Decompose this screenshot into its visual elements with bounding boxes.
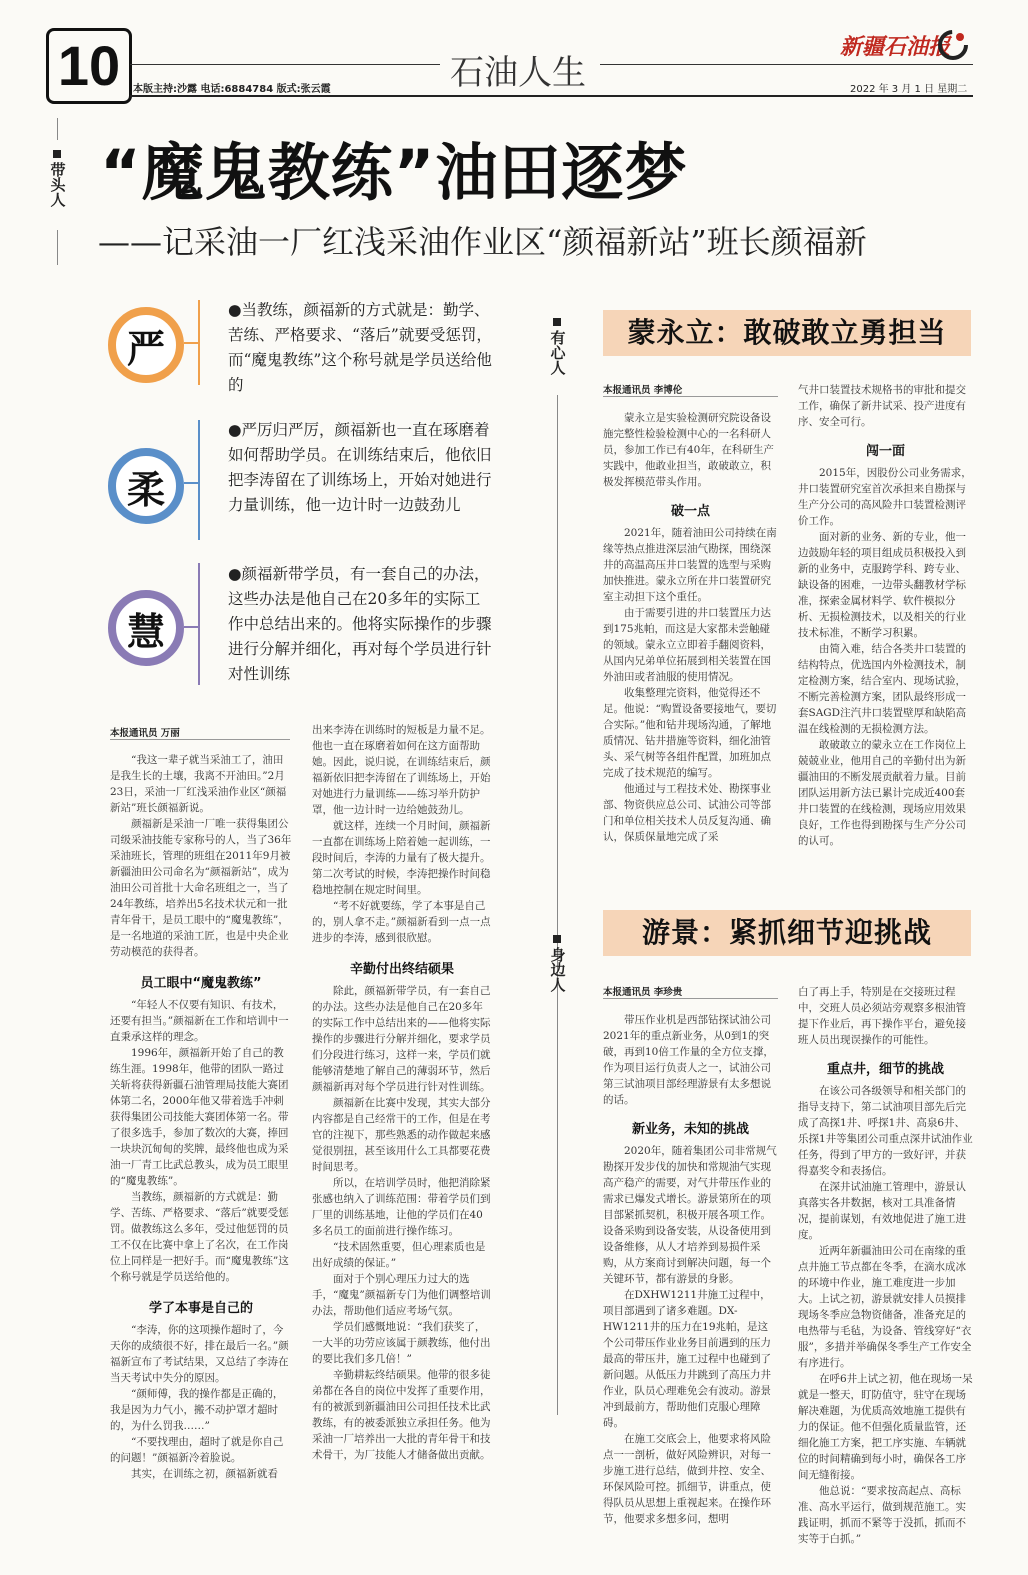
header-rule — [130, 95, 973, 97]
newspaper-masthead: 新疆石油报 — [840, 34, 951, 60]
column-tag-text: 有心人 — [548, 330, 567, 375]
column-tag-story3 — [548, 935, 566, 992]
tag-marker — [553, 318, 561, 326]
highlight-bracket — [198, 563, 200, 685]
paragraph: 当教练，颜福新的方式就是：勤学、苦练、严格要求、“落后”就要受惩罚。做教练这么多年，受过他惩罚的员工不仅在比赛中拿上了名次，在工作岗位上同样是一把好手。而“魔鬼教练”这个称号就是学员送给他的。 — [110, 1191, 289, 1283]
paragraph: 在施工交底会上，他要求将风险点一一剖析，做好风险辨识，对每一步施工进行总结，做到井控、安全、环保风险可控。抓细节，讲重点，使得队员从思想上重视起来。在操作环节，他要求多想多问，想明 — [603, 1433, 771, 1525]
paragraph: 颜福新在比赛中发现，其实大部分内容都是自己经常干的工作，但是在考官的注视下，那些熟悉的动作做起来感觉很别扭，甚至该用什么工具都要花费时间思考。 — [312, 1097, 491, 1173]
tag-line-top — [57, 118, 58, 140]
story2-column-2 — [798, 382, 973, 849]
paragraph: “考不好就要练，学了本事是自己的，别人拿不走。”颜福新看到一点一点进步的李涛，感到很欣慰。 — [312, 900, 491, 944]
highlight-circle-gentle — [108, 448, 184, 524]
header-rule-right — [600, 64, 973, 65]
paragraph: 2020年，随着集团公司非常规气勘探开发步伐的加快和常规油气实现高产稳产的需要，对气井带压作业的需求已爆发式增长。游景第所在的项目部紧抓契机，积极开展各项工作。设备采购到设备安装，从设备使用到设备维修，从人才培养到易损件采购，从方案商讨到解决问题，每一个关键环节，都有游景的身影。 — [603, 1145, 777, 1285]
header-rule-left — [130, 64, 440, 65]
paragraph: 所以，在培训学员时，他把消除紧张感也纳入了训练范围：带着学员们到厂里的训练基地，让他的学员们在40多名员工的面前进行操作练习。 — [312, 1177, 491, 1237]
highlight-bracket — [198, 420, 200, 540]
story3-column-1 — [603, 1012, 778, 1527]
story2-column-1 — [603, 410, 778, 845]
tag-marker — [553, 935, 561, 943]
paragraph: 白了再上手，特别是在交接班过程中，交班人员必须站旁观察多根油管提下作业后，再下操作平台，避免接班人员出现误操作的可能性。 — [798, 986, 966, 1046]
column-tag-text: 身边人 — [548, 947, 567, 992]
highlight-char: 柔 — [126, 466, 165, 512]
column-tag-text: 带头人 — [48, 162, 67, 207]
section-heading: 破一点 — [670, 504, 710, 519]
column-tag-story2 — [548, 318, 566, 375]
paragraph: 出来李涛在训练时的短板是力量不足。他也一直在琢磨着如何在这方面帮助她。因此，说归说，在训练结束后，颜福新依旧把李涛留在了训练场上，开始对她进行力量训练——练习举升防护罩，他一边计时一边给她鼓劲儿。 — [312, 724, 491, 816]
paragraph: 近两年新疆油田公司在南缘的重点井施工节点都在冬季，在滴水成冰的环境中作业，施工难度进一步加大。上试之初，游景就安排人员摸排现场冬季应急物资储备，准备充足的电热带与毛毡，为设备、管线穿好“衣服”，多措并举确保冬季生产工作安全有序进行。 — [798, 1245, 972, 1369]
byline-rule — [110, 739, 290, 740]
highlight-circle-strict — [108, 307, 184, 383]
paragraph: 除此，颜福新带学员，有一套自己的办法。这些办法是他自己在20多年的实际工作中总结出来的——他将实际操作的步骤进行分解并细化，要求学员们分段进行练习，这样一来，学员们就能够清楚地了解自己的薄弱环节，然后颜福新再对每个学员进行针对性训练。 — [312, 985, 491, 1093]
column-tag-main — [48, 150, 66, 207]
main-byline: 本报通讯员 万丽 — [110, 728, 180, 739]
section-heading: 辛勤付出终结硕果 — [349, 962, 454, 977]
issue-date: 2022 年 3 月 1 日 星期二 — [850, 84, 968, 95]
highlight-circle-wise — [108, 590, 184, 666]
section-heading: 重点井，细节的挑战 — [826, 1062, 944, 1077]
paragraph: “不要找理由，超时了就是你自己的问题！”颜福新冷着脸说。 — [110, 1436, 284, 1464]
paragraph: 在该公司各级领导和相关部门的指导支持下，第二试油项目部先后完成了高探1井、呼探1井、高泉6井、乐探1井等集团公司重点深井试油作业任务，得到了甲方的一致好评，并获得嘉奖令和表扬信。 — [798, 1085, 973, 1177]
tag-marker — [53, 150, 61, 158]
paragraph: 1996年，颜福新开始了自己的教练生涯。1998年，他带的团队一路过关斩将获得新疆石油管理局技能大赛团体第二名，2000年他又带着选手冲刺获得集团公司技能大赛团体第一名。带了很多选手，参加了数次的大赛，捧回一块块沉甸甸的奖牌，最终他也成为采油一厂青工比武总教头，成为员工眼里的“魔鬼教练”。 — [110, 1047, 289, 1187]
paragraph: 他通过与工程技术处、勘探事业部、物资供应总公司、试油公司等部门和单位相关技术人员反复沟通、确认，保质保量地完成了采 — [603, 783, 771, 843]
paragraph: “技术固然重要，但心理素质也是出好成绩的保证。” — [312, 1241, 486, 1269]
paragraph: 在呼6井上试之初，他在现场一呆就是一整天，盯防值守，驻守在现场解决难题，为优质高效地施工提供有力的保证。他不但强化质量监管，还细化施工方案，把工序实施、车辆就位的时间精确到每小时，确保各工序间无缝衔接。 — [798, 1373, 973, 1481]
paragraph: “年轻人不仅要有知识、有技术，还要有担当。”颜福新在工作和培训中一直秉承这样的理念。 — [110, 999, 289, 1043]
tag-line — [557, 395, 558, 1415]
paragraph: 在深井试油施工管理中，游景认真落实各井数据，核对工具准备情况，提前谋划，有效地促进了施工进度。 — [798, 1181, 966, 1241]
paragraph: 由简入难，结合各类井口装置的结构特点，优选国内外检测技术，制定检测方案，结合室内、现场试验，不断完善检测方案，团队最终形成一套SAGD注汽井口装置壁厚和缺陷高温在线检测的无损检测方法。 — [798, 643, 967, 735]
highlight-char: 慧 — [126, 608, 165, 654]
paragraph: 2015年，因股份公司业务需求，井口装置研究室首次承担来自勘探与生产分公司的高风险井口装置检测评价工作。 — [798, 467, 972, 527]
highlight-char: 严 — [126, 325, 165, 371]
paragraph: 气井口装置技术规格书的审批和提交工作，确保了新井试采、投产进度有序、安全可行。 — [798, 384, 966, 428]
paragraph: 面对于个别心理压力过大的选手，“魔鬼”颜福新专门为他们调整培训办法，帮助他们适应考场气氛。 — [312, 1273, 491, 1317]
paragraph: 收集整理完资料，他觉得还不足。他说：“购置设备要接地气，要切合实际。”他和钻井现场沟通，了解地质情况、钻井措施等资料，细化油管头、采气树等各组件配置，加班加点完成了技术规范的编写。 — [603, 687, 777, 779]
tag-line-bottom — [57, 230, 58, 265]
paragraph: 蒙永立是实验检测研究院设备设施完整性检验检测中心的一名科研人员，参加工作已有40年，在科研生产实践中，他敢业担当，敢破敢立，积极发挥模范带头作用。 — [603, 412, 774, 488]
paragraph: 在DXHW1211井施工过程中，项目部遇到了诸多难题。DX-HW1211井的压力在19兆帕，是这个公司带压作业业务目前遇到的压力最高的带压井，施工过程中也碰到了新问题。从低压力井跳到了高压力井作业，队员心理难免会有波动。游景冲到最前方，帮助他们克服心理障碍。 — [603, 1289, 771, 1429]
story3-title: 游景：紧抓细节迎挑战 — [603, 910, 971, 956]
main-subhead: ——记采油一厂红浅采油作业区“颜福新站”班长颜福新 — [98, 223, 867, 261]
paragraph: 带压作业机是西部钻探试油公司2021年的重点新业务，从0到1的突破，再到10倍工作量的全方位支撑，作为项目运行负责人之一，试油公司第三试油项目部经理游景有太多想说的话。 — [603, 1014, 774, 1106]
story2-title: 蒙永立：敢破敢立勇担当 — [603, 310, 971, 356]
section-heading: 新业务，未知的挑战 — [631, 1122, 749, 1137]
story3-column-2 — [798, 984, 973, 1547]
highlight-connector — [184, 342, 198, 344]
paragraph: 辛勤耕耘终结硕果。他带的很多徒弟都在各自的岗位中发挥了重要作用，有的被派到新疆油田公司担任技术比武教练，有的被委派独立承担任务。他为采油一厂培养出一大批的青年骨干和技术骨干，为厂技能人才储备做出贡献。 — [312, 1369, 491, 1461]
byline-rule — [603, 998, 778, 999]
story3-byline: 本报通讯员 李珍贵 — [603, 987, 683, 998]
paragraph: 由于需要引进的井口装置压力达到175兆帕，而这是大家都未尝触碰的领域。蒙永立立即着手翻阅资料，从国内兄弟单位拓展到相关装置在国外油田或者油服的使用情况。 — [603, 607, 771, 683]
highlight-text: ●严厉归严厉，颜福新也一直在琢磨着如何帮助学员。在训练结束后，他依旧把李涛留在了训练场上，开始对她进行力量训练，他一边计时一边鼓劲儿 — [228, 421, 492, 514]
paragraph: 学员们感慨地说：“我们获奖了，一大半的功劳应该属于颜教练，他付出的要比我们多几倍！” — [312, 1321, 491, 1365]
paragraph: 敢破敢立的蒙永立在工作岗位上兢兢业业，他用自己的辛勤付出为新疆油田的不断发展贡献着力量。目前团队运用新方法已累计完成近400套井口装置的在线检测，现场应用效果良好，工作也得到勘探与生产分公司的认可。 — [798, 739, 966, 847]
section-title: 石油人生 — [450, 53, 586, 93]
editor-info: 本版主持:沙露 电话:6884784 版式:张云霞 — [133, 84, 331, 95]
main-column-1 — [110, 752, 292, 1482]
page-number: 10 — [46, 28, 132, 104]
section-heading: 员工眼中“魔鬼教练” — [140, 976, 262, 991]
newspaper-logo-icon — [936, 28, 970, 62]
paragraph: “我这一辈子就当采油工了，油田是我生长的土壤，我离不开油田。”2月23日，采油一厂红浅采油作业区“颜福新站”班长颜福新说。 — [110, 754, 287, 814]
section-heading: 闯一面 — [865, 444, 905, 459]
paragraph: “李涛，你的这项操作超时了，今天你的成绩很不好，排在最后一名。”颜福新宣布了考试结果，又总结了李涛在当天考试中失分的原因。 — [110, 1324, 289, 1384]
paragraph: 2021年，随着油田公司持续在南缘等热点推进深层油气勘探，围绕深井的高温高压井口装置的选型与采购加快推进。蒙永立所在井口装置研究室主动担下这个重任。 — [603, 527, 777, 603]
highlight-connector — [184, 482, 198, 484]
highlight-text: ●当教练，颜福新的方式就是：勤学、苦练、严格要求、“落后”就要受惩罚，而“魔鬼教练”这个称号就是学员送给他的 — [228, 301, 492, 394]
paragraph: 面对新的业务、新的专业，他一边鼓励年轻的项目组成员积极投入到新的业务中，克服跨学科、跨专业、缺设备的困难，一边带头翻教材学标准，探索金属材料学、软件模拟分析、无损检测技术，以及相关的行业技术标准，不断学习积累。 — [798, 531, 966, 639]
paragraph: 其实，在训练之初，颜福新就看 — [131, 1468, 278, 1480]
paragraph: 颜福新是采油一厂唯一获得集团公司级采油技能专家称号的人，当了36年采油班长，管理的班组在2011年9月被新疆油田公司命名为“颜福新站”，成为油田公司首批十大命名班组之一，当了24年教练，培养出5名技术状元和一批青年骨干，是员工眼中的“魔鬼教练”，是一名地道的采油工匠，也是中央企业劳动模范的获得者。 — [110, 818, 292, 958]
highlight-text: ●颜福新带学员，有一套自己的办法，这些办法是他自己在20多年的实际工作中总结出来的。他将实际操作的步骤进行分解并细化，再对每个学员进行针对性训练 — [228, 565, 492, 683]
section-heading: 学了本事是自己的 — [148, 1301, 253, 1316]
paragraph: 他总说：“要求按高起点、高标准、高水平运行，做到规范施工。实践证明，抓而不紧等于没抓，抓而不实等于白抓。” — [798, 1485, 966, 1545]
byline-rule — [603, 396, 778, 397]
paragraph: 就这样，连续一个月时间，颜福新一直都在训练场上陪着她一起训练，一段时间后，李涛的力量有了极大提升。第二次考试的时候，李涛把操作时间稳稳地控制在规定时间里。 — [312, 820, 491, 896]
main-column-2 — [312, 722, 492, 1463]
main-headline: “魔鬼教练”油田逐梦 — [100, 136, 688, 209]
story2-byline: 本报通讯员 李博伦 — [603, 385, 683, 396]
highlight-bracket — [198, 300, 200, 385]
paragraph: “颜师傅，我的操作都是正确的，我是因为力气小，搬不动护罩才超时的，为什么罚我……” — [110, 1388, 284, 1432]
highlight-connector — [184, 626, 198, 628]
